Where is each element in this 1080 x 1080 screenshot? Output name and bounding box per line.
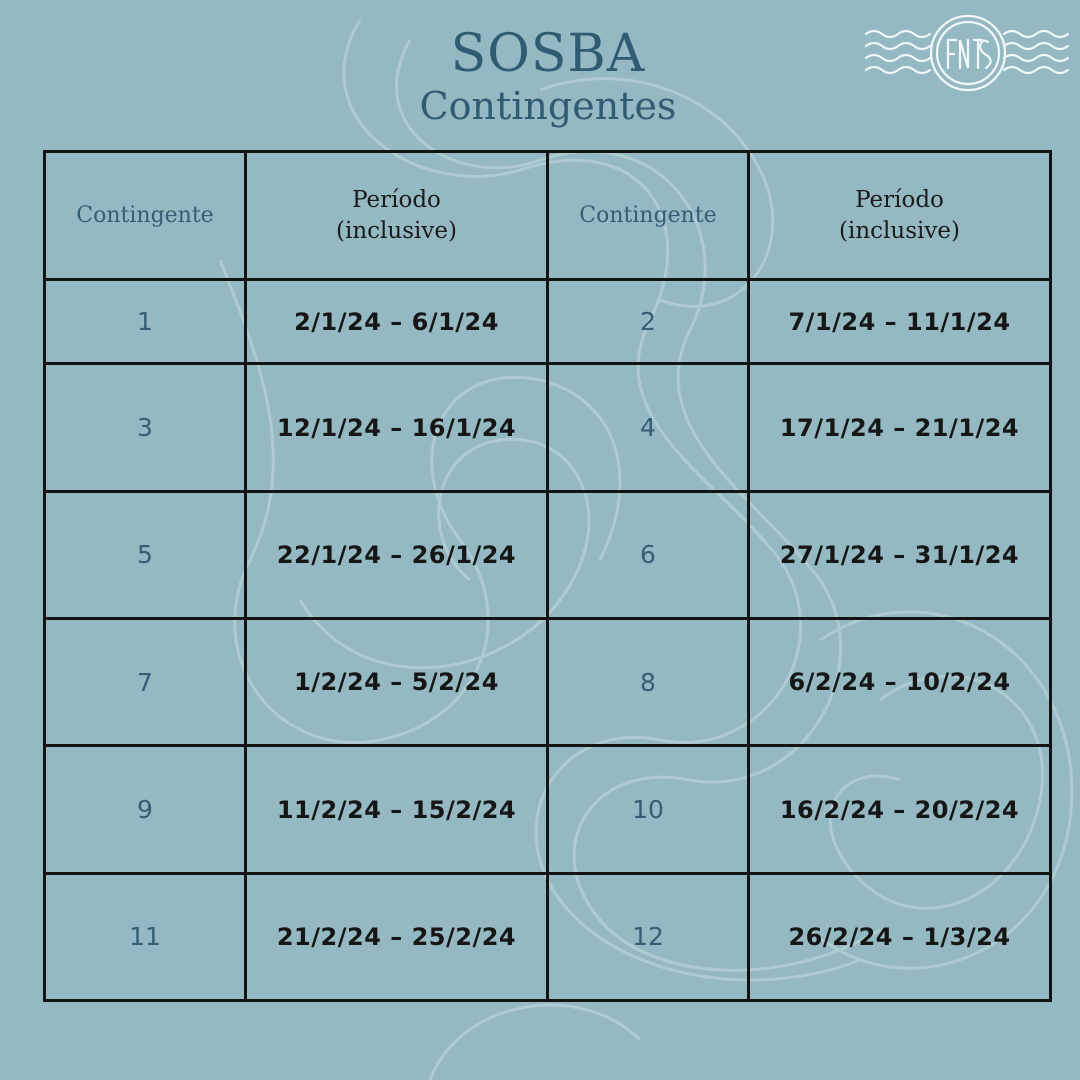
period-dates: 1/2/24 – 5/2/24 bbox=[294, 668, 499, 697]
contingente-number: 1 bbox=[137, 307, 153, 337]
period-dates: 17/1/24 – 21/1/24 bbox=[779, 413, 1020, 442]
wave-seal-logo-icon bbox=[864, 12, 1072, 96]
period-dates: 26/2/24 – 1/3/24 bbox=[788, 922, 1011, 951]
table-row bbox=[45, 746, 1051, 873]
period-dates: 21/2/24 – 25/2/24 bbox=[276, 922, 517, 951]
contingente-number: 8 bbox=[640, 667, 656, 697]
contingentes-table bbox=[43, 150, 1052, 1002]
contingente-number: 3 bbox=[137, 413, 153, 443]
header-periodo-label: Período bbox=[352, 186, 441, 213]
table-row bbox=[45, 280, 1051, 364]
header-periodo-label: Período bbox=[855, 186, 944, 213]
header-contingente-label: Contingente bbox=[579, 203, 717, 229]
period-dates: 27/1/24 – 31/1/24 bbox=[779, 540, 1020, 569]
contingente-number: 4 bbox=[640, 413, 656, 443]
contingente-number: 6 bbox=[640, 540, 656, 570]
contingente-number: 5 bbox=[137, 540, 153, 570]
contingente-number: 7 bbox=[137, 667, 153, 697]
period-dates: 11/2/24 – 15/2/24 bbox=[276, 795, 517, 824]
period-dates: 2/1/24 – 6/1/24 bbox=[294, 307, 499, 336]
table-row bbox=[45, 619, 1051, 746]
period-dates: 7/1/24 – 11/1/24 bbox=[788, 307, 1011, 336]
table-header-row bbox=[45, 152, 1051, 280]
contingente-number: 2 bbox=[640, 307, 656, 337]
contingente-number: 12 bbox=[632, 922, 664, 952]
header-periodo-right bbox=[749, 152, 1051, 280]
period-dates: 22/1/24 – 26/1/24 bbox=[276, 540, 517, 569]
table-row bbox=[45, 364, 1051, 491]
contingente-number: 10 bbox=[632, 795, 664, 825]
header-contingente-left bbox=[45, 152, 246, 280]
period-dates: 16/2/24 – 20/2/24 bbox=[779, 795, 1020, 824]
header-inclusive-label: (inclusive) bbox=[336, 217, 457, 244]
header-contingente-right bbox=[548, 152, 749, 280]
contingente-number: 11 bbox=[129, 922, 161, 952]
header-periodo-left bbox=[246, 152, 548, 280]
table-row bbox=[45, 873, 1051, 1000]
page-title: SOSBA bbox=[450, 24, 646, 84]
header-contingente-label: Contingente bbox=[76, 203, 214, 229]
table-row bbox=[45, 491, 1051, 618]
period-dates: 12/1/24 – 16/1/24 bbox=[276, 413, 517, 442]
period-dates: 6/2/24 – 10/2/24 bbox=[788, 668, 1011, 697]
page-subtitle: Contingentes bbox=[419, 84, 677, 128]
contingente-number: 9 bbox=[137, 795, 153, 825]
header-inclusive-label: (inclusive) bbox=[839, 217, 960, 244]
